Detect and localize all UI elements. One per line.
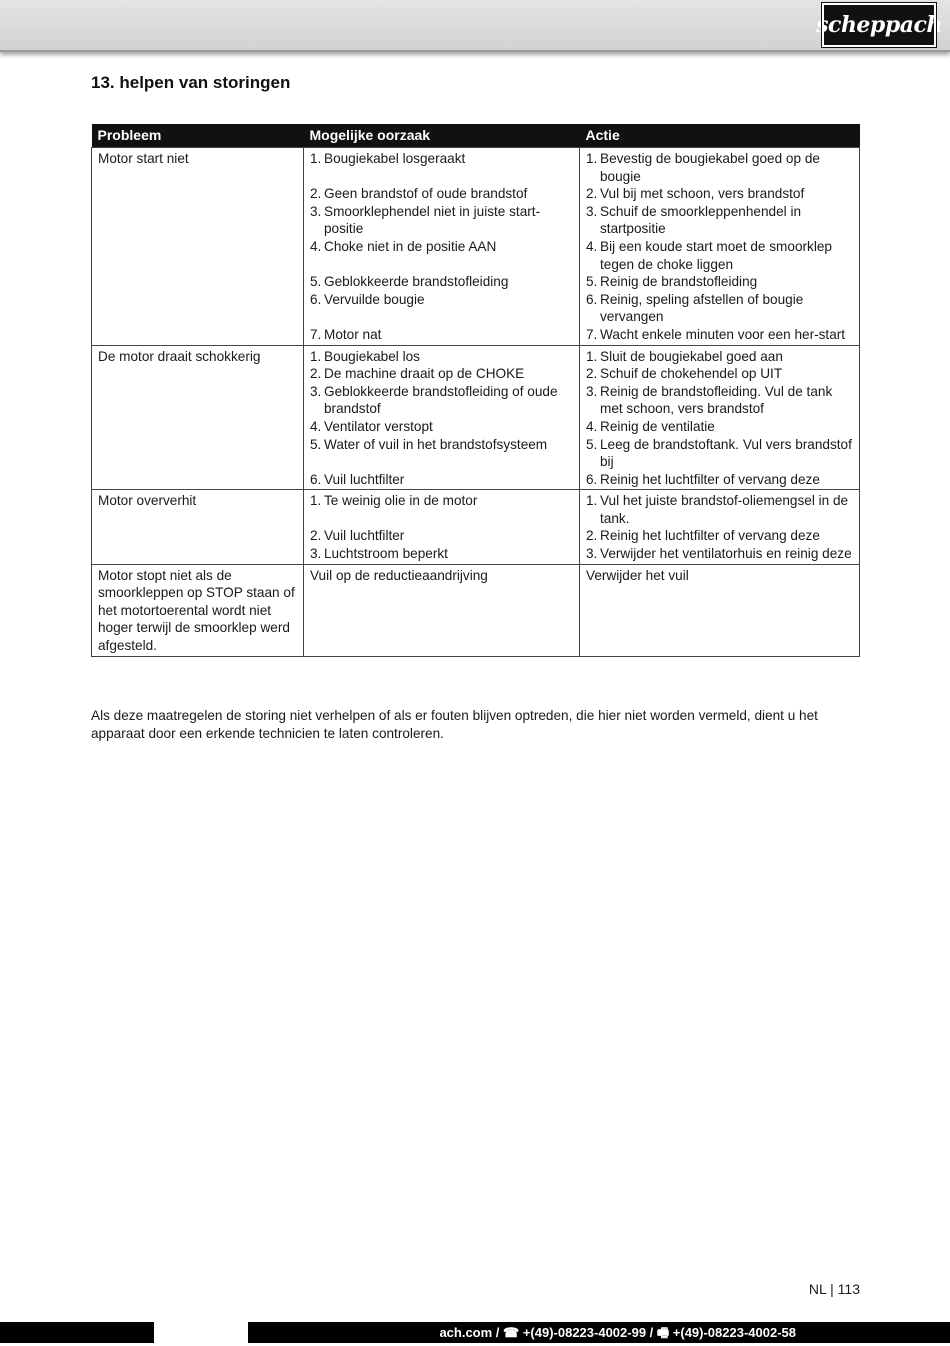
item-text: Reinig de ventilatie <box>600 418 715 434</box>
item-text: Leeg de brandstoftank. Vul vers brandstof bij <box>600 436 852 470</box>
item-text: Schuif de smoorkleppenhendel in startpositie <box>600 203 802 237</box>
action-cell <box>580 148 860 346</box>
action-item <box>586 203 853 238</box>
item-number: 3. <box>586 203 598 219</box>
item-text: Ventilator verstopt <box>324 418 433 434</box>
item-text: Luchtstroom beperkt <box>324 546 448 562</box>
cause-item <box>310 150 573 168</box>
item-number: 4. <box>310 238 322 254</box>
action-item <box>586 567 853 585</box>
item-number: 4. <box>586 238 598 254</box>
item-number: 3. <box>310 383 322 399</box>
item-text: De machine draait op de CHOKE <box>324 366 525 382</box>
item-text: Choke niet in de positie AAN <box>324 238 497 254</box>
item-number: 2. <box>310 366 322 382</box>
cause-item <box>310 348 573 366</box>
item-text: Verwijder het ventilatorhuis en reinig deze <box>600 546 852 562</box>
item-number: 4. <box>310 418 322 434</box>
action-item <box>586 273 853 291</box>
footnote: Als deze maatregelen de storing niet verhelpen of als er fouten blijven optreden, die hier niet worden vermeld, dient u het apparaat door een erkende technicien te laten controleren. <box>91 708 818 741</box>
cause-item <box>310 383 573 418</box>
cause-item <box>310 185 573 203</box>
item-text: Smoorklephendel niet in juiste start-positie <box>324 203 541 237</box>
item-text: Schuif de chokehendel op UIT <box>600 366 783 382</box>
item-number: 2. <box>310 528 322 544</box>
header-bar <box>0 0 950 52</box>
item-number: 3. <box>310 203 322 219</box>
item-number: 5. <box>310 436 322 452</box>
table-row <box>92 564 860 656</box>
language-code: NL <box>808 1281 827 1297</box>
action-cell <box>580 345 860 490</box>
item-text: Bougiekabel losgeraakt <box>324 151 466 166</box>
cause-item <box>310 273 573 291</box>
item-text: Vuil luchtfilter <box>324 528 405 544</box>
table-row <box>92 345 860 490</box>
action-cell <box>580 490 860 564</box>
action-item <box>586 326 853 344</box>
scheppach-logo: scheppach <box>822 3 936 47</box>
table-header-row <box>92 124 860 148</box>
item-text: Geblokkeerde brandstofleiding <box>324 274 509 290</box>
cause-item <box>310 291 573 309</box>
item-number: 3. <box>586 546 598 562</box>
footer-bar-gap <box>154 1322 248 1343</box>
cause-item <box>310 436 573 454</box>
item-text: Reinig de brandstofleiding <box>600 274 758 290</box>
cause-item <box>310 203 573 238</box>
action-item <box>586 185 853 203</box>
action-item <box>586 291 853 326</box>
item-number: 6. <box>310 291 322 307</box>
item-text: Bevestig de bougiekabel goed op de bougie <box>600 151 820 184</box>
table-row <box>92 148 860 346</box>
cause-item <box>310 527 573 545</box>
item-number: 7. <box>310 326 322 342</box>
item-text: Geen brandstof of oude brandstof <box>324 186 528 202</box>
item-number: 6. <box>586 291 598 307</box>
action-item <box>586 383 853 418</box>
item-text: Reinig de brandstofleiding. Vul de tank met schoon, vers brandstof <box>600 383 833 417</box>
item-number: 1. <box>586 151 598 166</box>
item-number: 4. <box>586 418 598 434</box>
cause-item <box>310 326 573 344</box>
item-number: 1. <box>310 493 322 509</box>
action-item <box>586 492 853 527</box>
cause-cell <box>304 490 580 564</box>
problem-cell: De motor draait schokkerig <box>92 345 304 490</box>
item-number: 2. <box>310 186 322 202</box>
item-text: Motor nat <box>324 326 382 342</box>
action-item <box>586 418 853 436</box>
problem-cell: Motor oververhit <box>92 490 304 564</box>
problem-cell: Motor start niet <box>92 148 304 346</box>
table-row <box>92 490 860 564</box>
item-text: Te weinig olie in de motor <box>324 493 478 509</box>
cause-cell <box>304 564 580 656</box>
item-number: 2. <box>586 186 598 202</box>
cause-item <box>310 418 573 436</box>
table-body <box>92 148 860 657</box>
action-item <box>586 471 853 489</box>
item-number: 5. <box>586 436 598 452</box>
contact-line: ach.com / ☎ +(49)-08223-4002-99 / 🖷 +(49)-08223-4002-58 <box>439 1325 796 1340</box>
item-number: 3. <box>586 383 598 399</box>
item-number: 5. <box>586 274 598 290</box>
action-item <box>586 348 853 366</box>
action-item <box>586 365 853 383</box>
item-text: Bougiekabel los <box>324 348 420 364</box>
item-text: Vervuilde bougie <box>324 291 425 307</box>
item-text: Reinig het luchtfilter of vervang deze <box>600 528 820 544</box>
action-item <box>586 238 853 273</box>
header-action: Actie <box>580 124 860 148</box>
header-problem: Probleem <box>92 124 304 148</box>
item-text: Bij een koude start moet de smoorklep tegen de choke liggen <box>600 238 832 272</box>
separator: | <box>830 1281 838 1297</box>
cause-item <box>310 238 573 256</box>
cause-cell <box>304 148 580 346</box>
troubleshooting-table <box>91 124 860 657</box>
item-text: Water of vuil in het brandstofsysteem <box>324 436 548 452</box>
item-text: Vuil luchtfilter <box>324 471 405 487</box>
item-number: 7. <box>586 326 598 342</box>
action-cell <box>580 564 860 656</box>
item-text: Sluit de bougiekabel goed aan <box>600 348 783 364</box>
action-item <box>586 150 853 185</box>
action-item <box>586 527 853 545</box>
header-cause: Mogelijke oorzaak <box>304 124 580 148</box>
cause-item <box>310 567 573 585</box>
item-number: 3. <box>310 546 322 562</box>
item-number: 1. <box>310 348 322 364</box>
cause-item <box>310 471 573 489</box>
item-text: Vul bij met schoon, vers brandstof <box>600 186 805 202</box>
section-title: 13. helpen van storingen <box>91 73 291 92</box>
cause-item <box>310 545 573 563</box>
item-text: Geblokkeerde brandstofleiding of oude brandstof <box>324 383 558 417</box>
item-number: 1. <box>586 493 598 509</box>
item-text: Vul het juiste brandstof-oliemengsel in de tank. <box>600 493 849 526</box>
problem-cell: Motor stopt niet als de smoorkleppen op STOP staan of het motortoerental wordt niet hoger terwijl de smoorklep werd afgesteld. <box>92 564 304 656</box>
cause-item <box>310 365 573 383</box>
item-number: 1. <box>310 151 322 166</box>
item-number: 2. <box>586 366 598 382</box>
item-number: 6. <box>310 471 322 487</box>
item-text: Wacht enkele minuten voor een her-start <box>600 326 846 342</box>
item-text: Verwijder het vuil <box>586 567 689 583</box>
page-number <box>809 1281 860 1297</box>
item-text: Reinig het luchtfilter of vervang deze <box>600 471 820 487</box>
action-item <box>586 545 853 563</box>
page-value: 113 <box>837 1281 860 1297</box>
cause-cell <box>304 345 580 490</box>
item-text: Reinig, speling afstellen of bougie vervangen <box>600 291 804 325</box>
item-text: Vuil op de reductieaandrijving <box>310 567 488 583</box>
item-number: 1. <box>586 348 598 364</box>
item-number: 2. <box>586 528 598 544</box>
item-number: 5. <box>310 274 322 290</box>
item-number: 6. <box>586 471 598 487</box>
action-item <box>586 436 853 471</box>
cause-item <box>310 492 573 510</box>
